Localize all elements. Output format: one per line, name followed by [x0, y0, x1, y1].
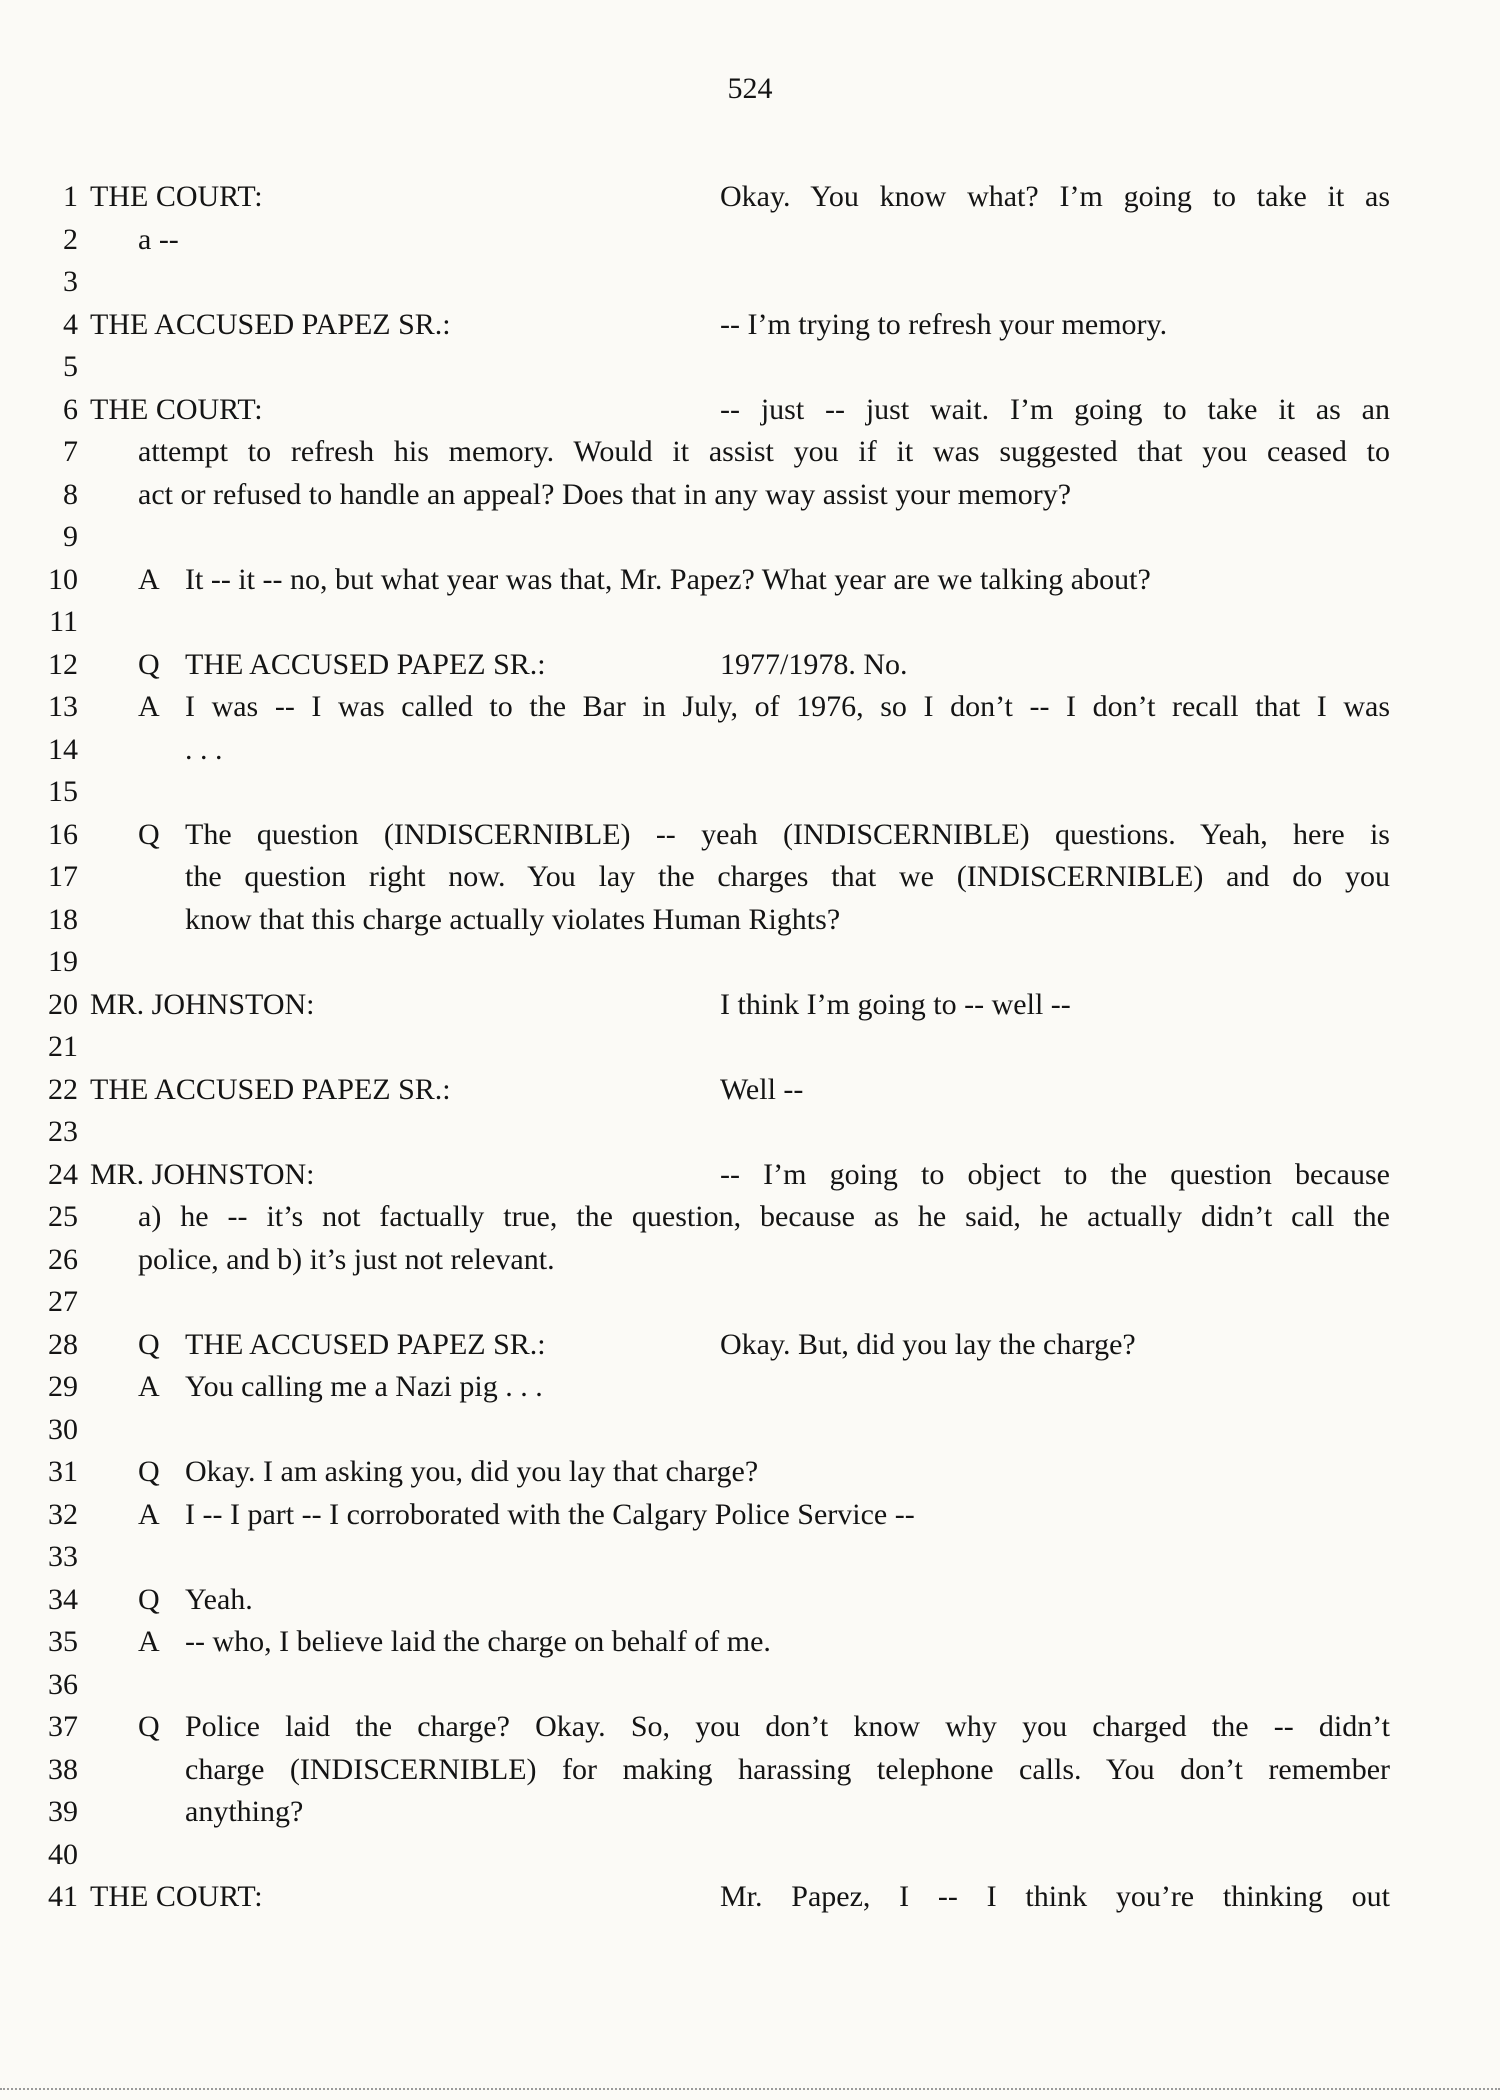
transcript-line	[0, 1239, 1500, 1282]
speech-text: -- just -- just wait. I’m going to take it as an	[720, 392, 1390, 426]
speech-text: a) he -- it’s not factually true, the question, because as he said, he actually didn’t call the	[138, 1200, 1390, 1233]
line-number: 24	[48, 1157, 78, 1191]
speech-text: -- who, I believe laid the charge on behalf of me.	[185, 1625, 771, 1658]
transcript-line	[0, 601, 1500, 644]
line-number: 27	[48, 1285, 78, 1318]
speech-text: Well --	[720, 1072, 804, 1106]
speech-text: police, and b) it’s just not relevant.	[138, 1242, 555, 1276]
line-number: 33	[48, 1540, 78, 1573]
speech-text: know that this charge actually violates Human Rights?	[185, 902, 841, 936]
line-number: 9	[63, 520, 78, 553]
transcript-line	[0, 1069, 1500, 1112]
speech-text: Police laid the charge? Okay. So, you don’t know why you charged the -- didn’t	[185, 1710, 1390, 1743]
transcript-line	[0, 1366, 1500, 1409]
page-bottom-rule	[0, 2088, 1500, 2092]
qa-marker: Q	[138, 1455, 160, 1488]
line-number: 23	[48, 1115, 78, 1148]
transcript-line	[0, 1749, 1500, 1792]
qa-marker: A	[138, 1497, 160, 1531]
qa-marker: A	[138, 1625, 160, 1658]
speech-text: the question right now. You lay the charges that we (INDISCERNIBLE) and do you	[185, 860, 1390, 893]
transcript-line	[0, 1579, 1500, 1622]
transcript-line	[0, 1196, 1500, 1239]
transcript-line	[0, 814, 1500, 857]
line-number: 6	[63, 392, 78, 426]
transcript-line	[0, 474, 1500, 517]
line-number: 29	[48, 1370, 78, 1403]
speech-text: You calling me a Nazi pig . . .	[185, 1370, 543, 1403]
transcript-line	[0, 1834, 1500, 1877]
transcript-line	[0, 1494, 1500, 1537]
line-number: 34	[48, 1582, 78, 1616]
qa-marker: Q	[138, 1582, 160, 1616]
line-number: 17	[48, 860, 78, 893]
speech-text: -- I’m trying to refresh your memory.	[720, 307, 1168, 341]
speaker-label: THE ACCUSED PAPEZ SR.:	[90, 1072, 451, 1106]
speech-text: The question (INDISCERNIBLE) -- yeah (INDISCERNIBLE) questions. Yeah, here is	[185, 817, 1390, 851]
qa-marker: Q	[138, 1710, 160, 1743]
transcript-line	[0, 261, 1500, 304]
speech-text: Okay. But, did you lay the charge?	[720, 1327, 1136, 1361]
transcript-line	[0, 1409, 1500, 1452]
speech-text: Mr. Papez, I -- I think you’re thinking out	[720, 1880, 1390, 1913]
transcript-line	[0, 1324, 1500, 1367]
line-number: 4	[63, 307, 78, 341]
transcript-line	[0, 219, 1500, 262]
qa-marker: A	[138, 1370, 160, 1403]
transcript-line	[0, 1451, 1500, 1494]
qa-marker: A	[138, 690, 160, 723]
qa-marker: Q	[138, 817, 160, 851]
speech-text: -- I’m going to object to the question because	[720, 1157, 1390, 1191]
line-number: 35	[48, 1625, 78, 1658]
line-number: 32	[48, 1497, 78, 1531]
line-number: 5	[63, 350, 78, 383]
transcript-line	[0, 389, 1500, 432]
speech-text: Okay. I am asking you, did you lay that charge?	[185, 1455, 759, 1488]
transcript-body	[0, 176, 1500, 1919]
line-number: 26	[48, 1242, 78, 1276]
qa-marker: Q	[138, 647, 160, 681]
transcript-line	[0, 729, 1500, 772]
speaker-label: MR. JOHNSTON:	[90, 1157, 315, 1191]
transcript-line	[0, 304, 1500, 347]
line-number: 40	[48, 1837, 78, 1871]
speech-text: I -- I part -- I corroborated with the Calgary Police Service --	[185, 1497, 915, 1531]
line-number: 10	[48, 562, 78, 596]
transcript-line	[0, 856, 1500, 899]
transcript-line	[0, 1706, 1500, 1749]
transcript-line	[0, 1026, 1500, 1069]
line-number: 38	[48, 1752, 78, 1786]
speech-text: anything?	[185, 1795, 304, 1828]
speech-text: Yeah.	[185, 1582, 253, 1616]
line-number: 2	[63, 222, 78, 256]
line-number: 8	[63, 477, 78, 511]
transcript-line	[0, 431, 1500, 474]
line-number: 31	[48, 1455, 78, 1488]
line-number: 19	[48, 945, 78, 978]
speech-text: a --	[138, 222, 179, 256]
line-number: 28	[48, 1327, 78, 1361]
line-number: 13	[48, 690, 78, 723]
qa-marker: A	[138, 562, 160, 596]
speech-text: 1977/1978. No.	[720, 647, 908, 681]
speech-text: act or refused to handle an appeal? Does that in any way assist your memory?	[138, 477, 1072, 511]
speech-text: It -- it -- no, but what year was that, Mr. Papez? What year are we talking about?	[185, 562, 1151, 596]
speaker-label: THE COURT:	[90, 180, 263, 213]
transcript-line	[0, 899, 1500, 942]
speaker-label: THE ACCUSED PAPEZ SR.:	[185, 647, 546, 681]
transcript-line	[0, 1111, 1500, 1154]
transcript-line	[0, 559, 1500, 602]
line-number: 3	[63, 265, 78, 298]
line-number: 1	[63, 180, 78, 213]
page-number: 524	[727, 72, 773, 105]
speech-text: attempt to refresh his memory. Would it assist you if it was suggested that you ceased to	[138, 435, 1390, 468]
transcript-line	[0, 984, 1500, 1027]
transcript-line	[0, 516, 1500, 559]
speaker-label: THE COURT:	[90, 1880, 263, 1913]
transcript-line	[0, 771, 1500, 814]
line-number: 21	[48, 1030, 78, 1063]
transcript-line	[0, 176, 1500, 219]
line-number: 39	[48, 1795, 78, 1828]
transcript-line	[0, 1664, 1500, 1707]
line-number: 15	[48, 775, 78, 808]
speaker-label: THE ACCUSED PAPEZ SR.:	[185, 1327, 546, 1361]
speaker-label: MR. JOHNSTON:	[90, 987, 315, 1021]
speaker-label: THE COURT:	[90, 392, 263, 426]
speech-text: I was -- I was called to the Bar in July, of 1976, so I don’t -- I don’t recall that I was	[185, 690, 1390, 723]
line-number: 12	[48, 647, 78, 681]
transcript-line	[0, 1154, 1500, 1197]
line-number: 37	[48, 1710, 78, 1743]
transcript-line	[0, 941, 1500, 984]
line-number: 14	[48, 732, 78, 766]
line-number: 41	[48, 1880, 78, 1913]
speech-text: I think I’m going to -- well --	[720, 987, 1071, 1021]
transcript-line	[0, 346, 1500, 389]
line-number: 20	[48, 987, 78, 1021]
line-number: 7	[63, 435, 78, 468]
speech-text: Okay. You know what? I’m going to take it as	[720, 180, 1390, 213]
qa-marker: Q	[138, 1327, 160, 1361]
speech-text: charge (INDISCERNIBLE) for making harassing telephone calls. You don’t remember	[185, 1752, 1390, 1786]
transcript-line	[0, 1281, 1500, 1324]
line-number: 18	[48, 902, 78, 936]
line-number: 25	[48, 1200, 78, 1233]
transcript-line	[0, 686, 1500, 729]
transcript-line	[0, 644, 1500, 687]
line-number: 30	[48, 1412, 78, 1446]
speech-text: . . .	[185, 732, 223, 766]
transcript-line	[0, 1876, 1500, 1919]
line-number: 16	[48, 817, 78, 851]
transcript-line	[0, 1621, 1500, 1664]
line-number: 11	[49, 605, 78, 638]
transcript-line	[0, 1536, 1500, 1579]
speaker-label: THE ACCUSED PAPEZ SR.:	[90, 307, 451, 341]
transcript-line	[0, 1791, 1500, 1834]
line-number: 22	[48, 1072, 78, 1106]
line-number: 36	[48, 1667, 78, 1701]
